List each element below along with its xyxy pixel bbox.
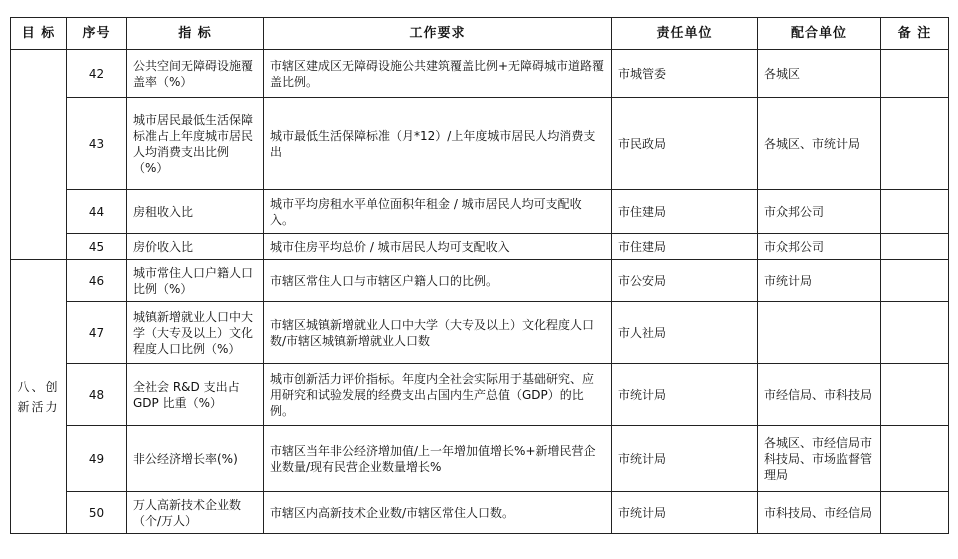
row-responsible: 市民政局: [612, 98, 758, 190]
header-goal: 目 标: [11, 18, 67, 50]
table-row: [11, 98, 949, 190]
goal-cell: [11, 50, 67, 260]
row-requirement: 城市住房平均总价 / 城市居民人均可支配收入: [264, 234, 612, 260]
row-responsible: 市统计局: [612, 426, 758, 492]
row-no: 44: [67, 190, 127, 234]
table-row: [11, 260, 949, 302]
row-responsible: 市公安局: [612, 260, 758, 302]
row-requirement: 市辖区内高新技术企业数/市辖区常住人口数。: [264, 492, 612, 534]
row-remarks: [881, 190, 949, 234]
header-remarks: 备 注: [881, 18, 949, 50]
goal-cell: 八、创新活力: [11, 260, 67, 534]
row-cooperating: 各城区: [758, 50, 881, 98]
row-remarks: [881, 492, 949, 534]
row-indicator: 非公经济增长率(%): [127, 426, 264, 492]
row-responsible: 市住建局: [612, 234, 758, 260]
table-row: [11, 234, 949, 260]
table-row: [11, 50, 949, 98]
row-responsible: 市人社局: [612, 302, 758, 364]
row-no: 43: [67, 98, 127, 190]
indicator-table: [10, 17, 949, 534]
row-indicator: 房租收入比: [127, 190, 264, 234]
row-requirement: 市辖区建成区无障碍设施公共建筑覆盖比例+无障碍城市道路覆盖比例。: [264, 50, 612, 98]
table-row: [11, 364, 949, 426]
table-row: [11, 190, 949, 234]
row-indicator: 全社会 R&D 支出占 GDP 比重（%）: [127, 364, 264, 426]
header-responsible: 责任单位: [612, 18, 758, 50]
row-no: 47: [67, 302, 127, 364]
row-requirement: 城市创新活力评价指标。年度内全社会实际用于基础研究、应用研究和试验发展的经费支出占国内生产总值（GDP）的比例。: [264, 364, 612, 426]
row-cooperating: 各城区、市经信局市科技局、市场监督管理局: [758, 426, 881, 492]
row-responsible: 市城管委: [612, 50, 758, 98]
row-no: 46: [67, 260, 127, 302]
row-requirement: 市辖区城镇新增就业人口中大学（大专及以上）文化程度人口数/市辖区城镇新增就业人口数: [264, 302, 612, 364]
row-requirement: 市辖区常住人口与市辖区户籍人口的比例。: [264, 260, 612, 302]
row-cooperating: 市众邦公司: [758, 234, 881, 260]
row-cooperating: 市经信局、市科技局: [758, 364, 881, 426]
row-no: 50: [67, 492, 127, 534]
header-indicator: 指 标: [127, 18, 264, 50]
row-cooperating: 市科技局、市经信局: [758, 492, 881, 534]
row-remarks: [881, 302, 949, 364]
row-no: 45: [67, 234, 127, 260]
table-row: [11, 492, 949, 534]
row-no: 42: [67, 50, 127, 98]
row-requirement: 城市最低生活保障标准（月*12）/上年度城市居民人均消费支出: [264, 98, 612, 190]
row-no: 49: [67, 426, 127, 492]
row-responsible: 市住建局: [612, 190, 758, 234]
row-indicator: 万人高新技术企业数（个/万人）: [127, 492, 264, 534]
row-requirement: 市辖区当年非公经济增加值/上一年增加值增长%+新增民营企业数量/现有民营企业数量增长%: [264, 426, 612, 492]
row-requirement: 城市平均房租水平单位面积年租金 / 城市居民人均可支配收入。: [264, 190, 612, 234]
row-indicator: 城市居民最低生活保障标准占上年度城市居民人均消费支出比例（%）: [127, 98, 264, 190]
row-cooperating: 各城区、市统计局: [758, 98, 881, 190]
row-remarks: [881, 50, 949, 98]
row-responsible: 市统计局: [612, 492, 758, 534]
row-cooperating: 市统计局: [758, 260, 881, 302]
row-remarks: [881, 364, 949, 426]
table-row: [11, 426, 949, 492]
row-indicator: 房价收入比: [127, 234, 264, 260]
row-indicator: 公共空间无障碍设施覆盖率（%）: [127, 50, 264, 98]
row-remarks: [881, 234, 949, 260]
header-cooperating: 配合单位: [758, 18, 881, 50]
row-no: 48: [67, 364, 127, 426]
row-responsible: 市统计局: [612, 364, 758, 426]
row-remarks: [881, 260, 949, 302]
header-row: [11, 18, 949, 50]
row-remarks: [881, 98, 949, 190]
row-indicator: 城镇新增就业人口中大学（大专及以上）文化程度人口比例（%）: [127, 302, 264, 364]
row-indicator: 城市常住人口户籍人口比例（%）: [127, 260, 264, 302]
row-cooperating: 市众邦公司: [758, 190, 881, 234]
header-no: 序号: [67, 18, 127, 50]
table-row: [11, 302, 949, 364]
header-requirement: 工作要求: [264, 18, 612, 50]
row-remarks: [881, 426, 949, 492]
row-cooperating: [758, 302, 881, 364]
